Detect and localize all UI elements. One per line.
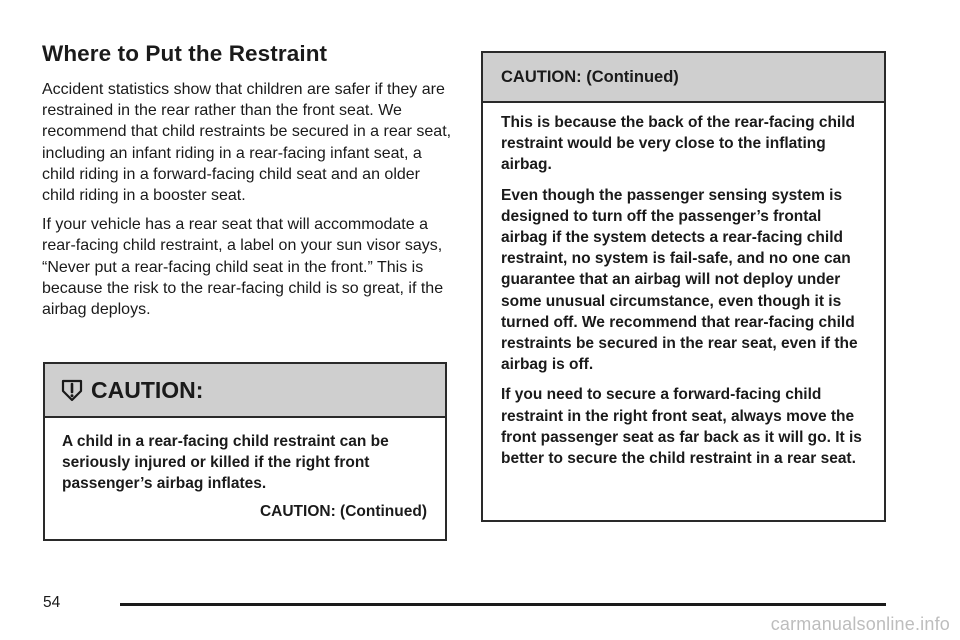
caution-continued-paragraph-2: Even though the passenger sensing system is designed to turn off the passenger’s frontal airbag if the system detects a rear-facing child restraint, no system is fail-safe, and no one can guarantee that an airbag will not deploy under some unusual circumstance, even though it is turned off. We recommend that rear-facing child restraints be secured in the rear seat, even if the airbag is off. — [501, 186, 858, 374]
caution-continued-body — [483, 103, 884, 469]
caution-text: A child in a rear-facing child restraint can be seriously injured or killed if the right front passenger’s airbag inflates. — [62, 433, 389, 493]
watermark: carmanualsonline.info — [770, 614, 950, 634]
caution-continued-header — [483, 53, 884, 103]
caution-body — [45, 418, 445, 522]
caution-continued-paragraph-1: This is because the back of the rear-facing child restraint would be very close to the inflating airbag. — [501, 114, 856, 174]
footer-rule — [120, 603, 886, 606]
body-paragraph-2: If your vehicle has a rear seat that will accommodate a rear-facing child restraint, a label on your sun visor says, “Never put a rear-facing child seat in the front.” This is because the risk to the rear-facing child is so great, if the airbag deploys. — [42, 216, 444, 319]
caution-continued-label: CAUTION: (Continued) — [259, 502, 427, 520]
caution-continued-paragraph-3: If you need to secure a forward-facing child restraint in the right front seat, always move the front passenger seat as far back as it will go. It is better to secure the child restraint in a rear seat. — [501, 386, 862, 468]
body-paragraph-1: Accident statistics show that children are safer if they are restrained in the rear rather than the front seat. We recommend that child restraints be secured in a rear seat, including an infant riding in a rear-facing infant seat, a child riding in a forward-facing child seat and an older child riding in a booster seat. — [42, 81, 452, 205]
warning-icon — [59, 377, 85, 403]
section-title: Where to Put the Restraint — [42, 41, 328, 66]
page-number: 54 — [43, 594, 61, 611]
caution-continued-heading: CAUTION: (Continued) — [501, 67, 679, 86]
caution-heading: CAUTION: — [91, 376, 204, 403]
caution-continued-box — [481, 51, 886, 522]
caution-header — [45, 364, 445, 418]
left-column — [42, 40, 452, 328]
caution-box — [43, 362, 447, 541]
